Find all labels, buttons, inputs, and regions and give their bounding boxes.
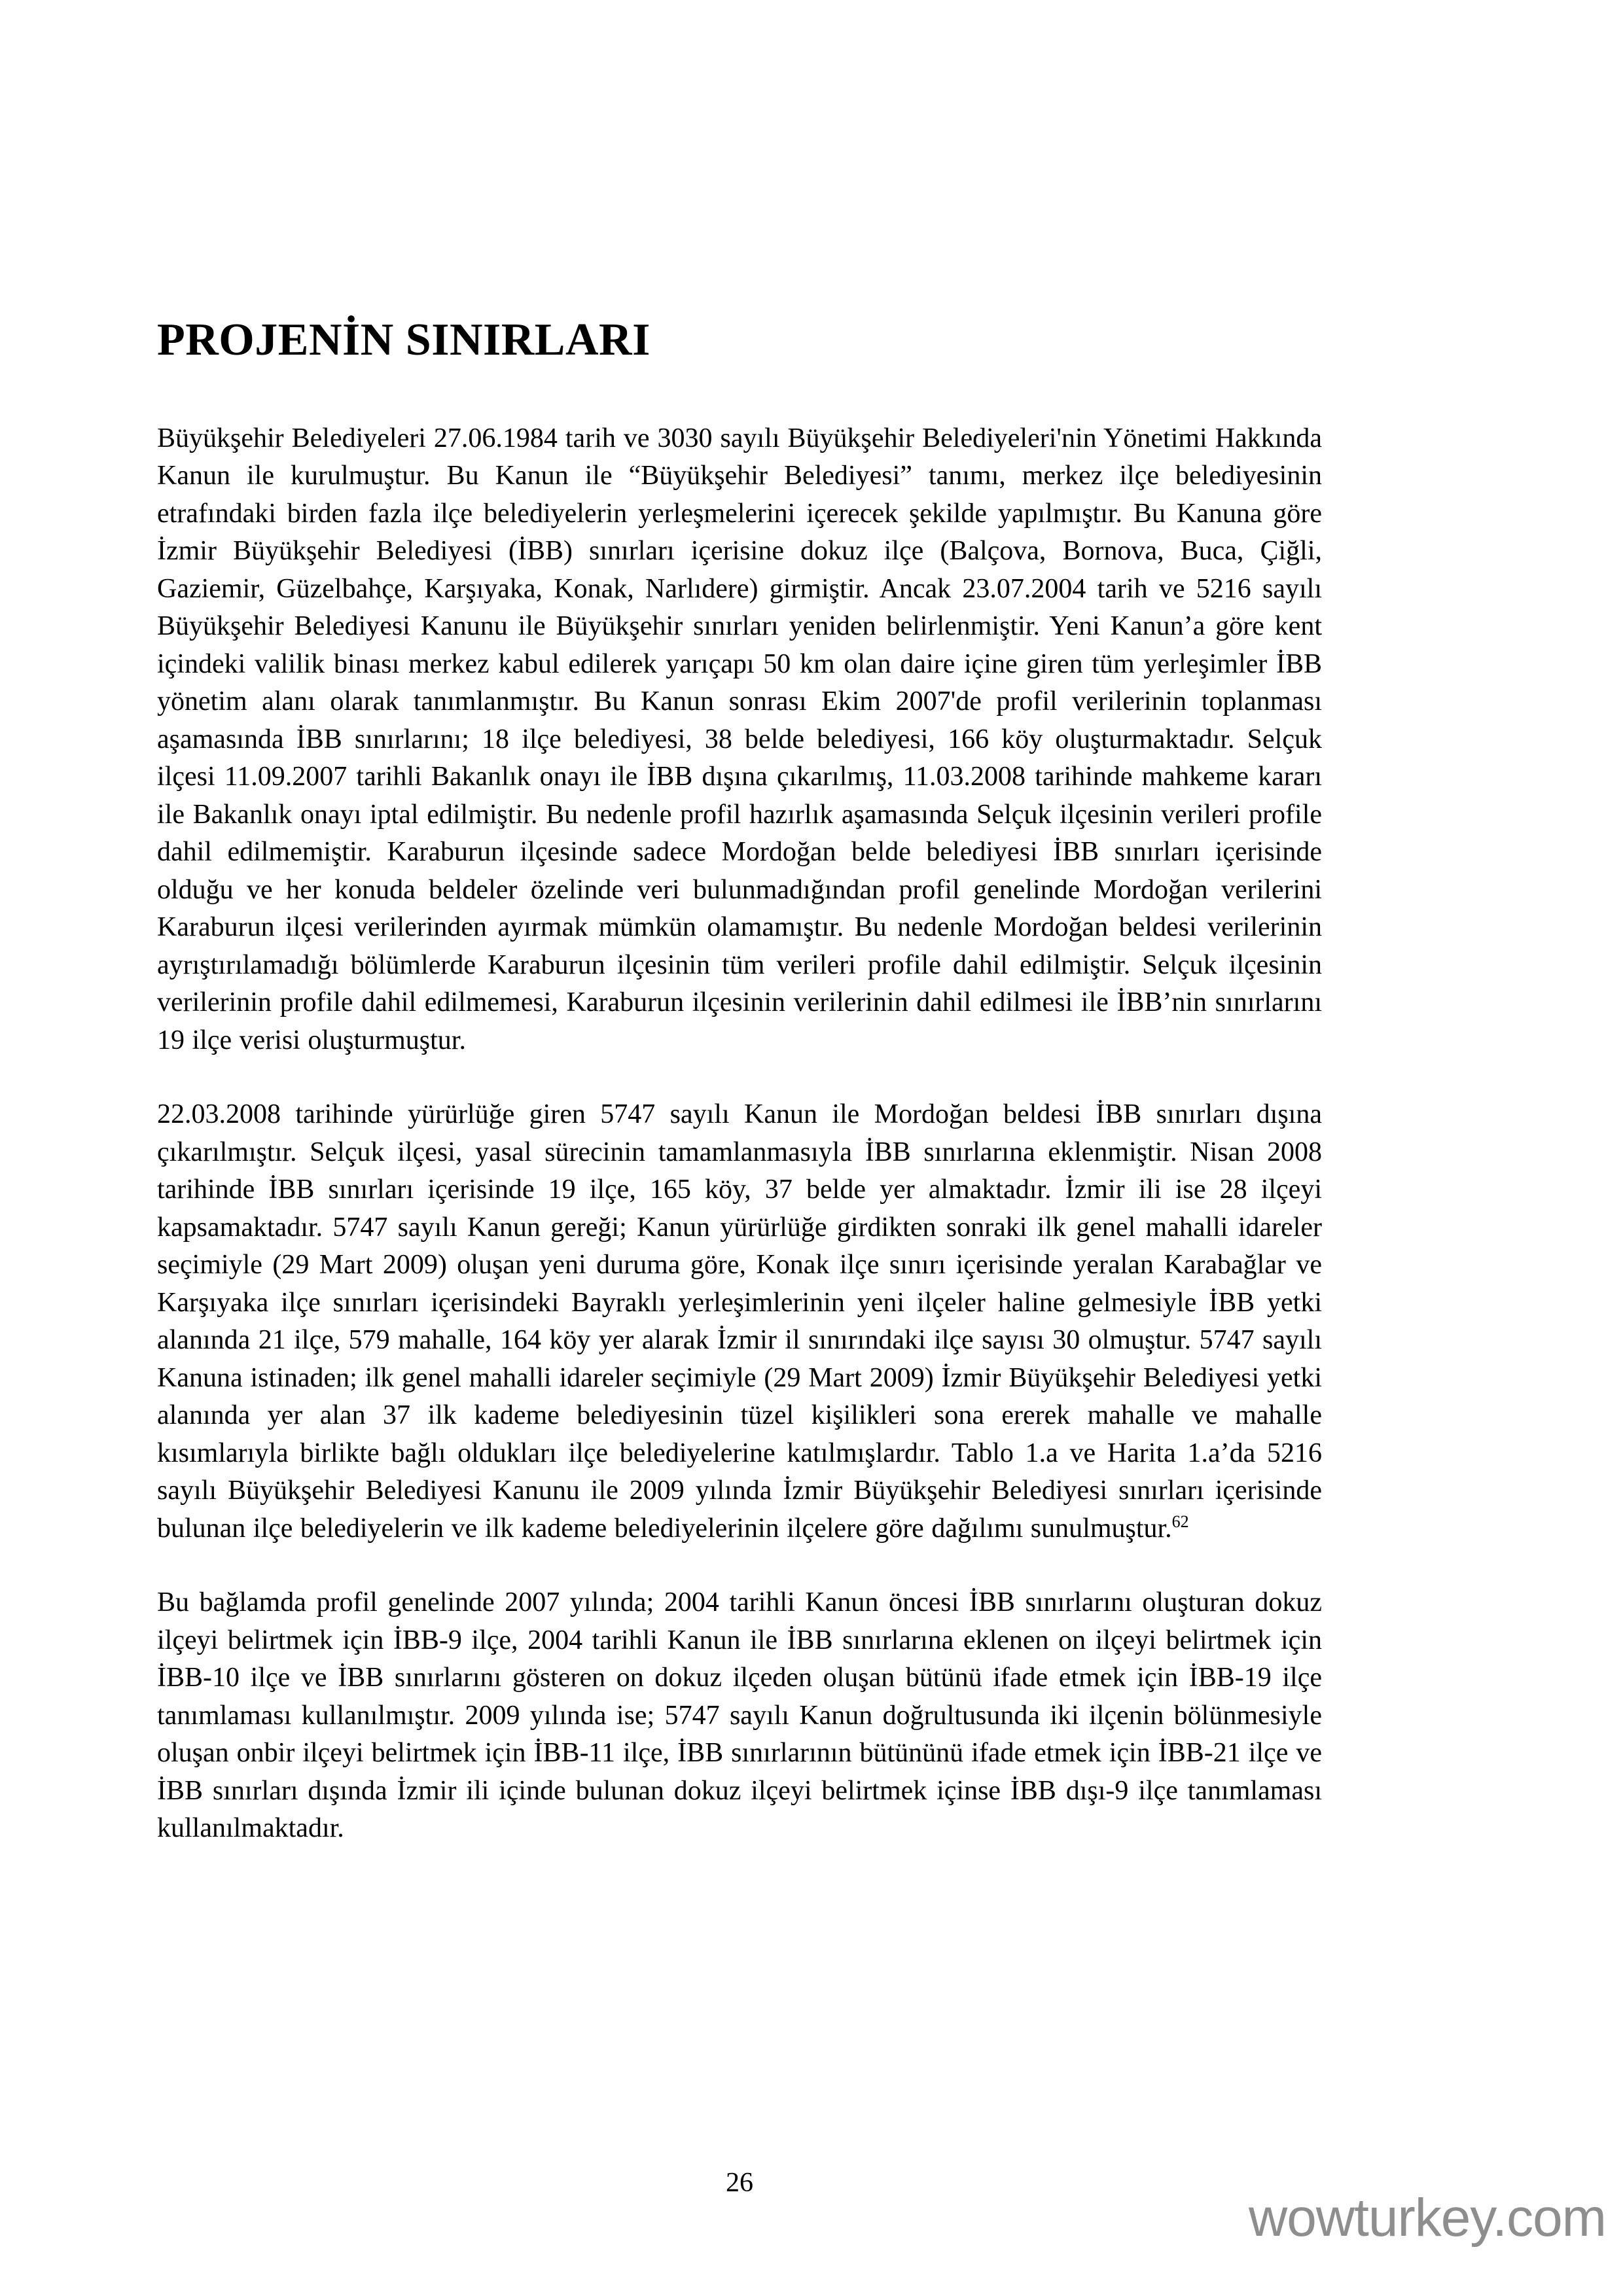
paragraph-1: Büyükşehir Belediyeleri 27.06.1984 tarih ve 3030 sayılı Büyükşehir Belediyeleri'nin Yönetimi Hakkında Kanun ile kurulmuştur. Bu Kanun ile “Büyükşehir Belediyesi” tanımı, merkez ilçe belediyesinin etrafındaki birden fazla ilçe belediyelerin yerleşmelerini içerecek şekilde yapılmıştır. Bu Kanuna göre İzmir Büyükşehir Belediyesi (İBB) sınırları içerisine dokuz ilçe (Balçova, Bornova, Buca, Çiğli, Gaziemir, Güzelbahçe, Karşıyaka, Konak, Narlıdere) girmiştir. Ancak 23.07.2004 tarih ve 5216 sayılı Büyükşehir Belediyesi Kanunu ile Büyükşehir sınırları yeniden belirlenmiştir. Yeni Kanun’a göre kent içindeki valilik binası merkez kabul edilerek yarıçapı 50 km olan daire içine giren tüm yerleşimler İBB yönetim alanı olarak tanımlanmıştır. Bu Kanun sonrası Ekim 2007'de profil verilerinin toplanması aşamasında İBB sınırlarını; 18 ilçe belediyesi, 38 belde belediyesi, 166 köy oluşturmaktadır. Selçuk ilçesi 11.09.2007 tarihli Bakanlık onayı ile İBB dışına çıkarılmış, 11.03.2008 tarihinde mahkeme kararı ile Bakanlık onayı iptal edilmiştir. Bu nedenle profil hazırlık aşamasında Selçuk ilçesinin verileri profile dahil edilmemiştir. Karaburun ilçesinde sadece Mordoğan belde belediyesi İBB sınırları içerisinde olduğu ve her konuda beldeler özelinde veri bulunmadığından profil genelinde Mordoğan verilerini Karaburun ilçesi verilerinden ayırmak mümkün olamamıştır. Bu nedenle Mordoğan beldesi verilerinin ayrıştırılamadığı bölümlerde Karaburun ilçesinin tüm verileri profile dahil edilmiştir. Selçuk ilçesinin verilerinin profile dahil edilmemesi, Karaburun ilçesinin verilerinin dahil edilmesi ile İBB’nin sınırlarını 19 ilçe verisi oluşturmuştur.: [157, 423, 1322, 1055]
page-number: 26: [726, 2168, 753, 2198]
watermark: wowturkey.com: [1249, 2188, 1606, 2248]
footnote-marker: 62: [1171, 1511, 1189, 1531]
page-content: [157, 315, 1322, 1848]
paragraph-2: [157, 1096, 1322, 1547]
paragraph-3: Bu bağlamda profil genelinde 2007 yılında; 2004 tarihli Kanun öncesi İBB sınırlarını oluşturan dokuz ilçeyi belirtmek için İBB-9 ilçe, 2004 tarihli Kanun ile İBB sınırlarına eklenen on ilçeyi belirtmek için İBB-10 ilçe ve İBB sınırlarını gösteren on dokuz ilçeden oluşan bütünü ifade etmek için İBB-19 ilçe tanımlaması kullanılmıştır. 2009 yılında ise; 5747 sayılı Kanun doğrultusunda iki ilçenin bölünmesiyle oluşan onbir ilçeyi belirtmek için İBB-11 ilçe, İBB sınırlarının bütününü ifade etmek için İBB-21 ilçe ve İBB sınırları dışında İzmir ili içinde bulunan dokuz ilçeyi belirtmek içinse İBB dışı-9 ilçe tanımlaması kullanılmaktadır.: [157, 1587, 1322, 1844]
page-title: PROJENİN SINIRLARI: [157, 315, 651, 365]
paragraph-2-text: 22.03.2008 tarihinde yürürlüğe giren 5747 sayılı Kanun ile Mordoğan beldesi İBB sınırları dışına çıkarılmıştır. Selçuk ilçesi, yasal sürecinin tamamlanmasıyla İBB sınırlarına eklenmiştir. Nisan 2008 tarihinde İBB sınırları içerisinde 19 ilçe, 165 köy, 37 belde yer almaktadır. İzmir ili ise 28 ilçeyi kapsamaktadır. 5747 sayılı Kanun gereği; Kanun yürürlüğe girdikten sonraki ilk genel mahalli idareler seçimiyle (29 Mart 2009) oluşan yeni duruma göre, Konak ilçe sınırı içerisinde yeralan Karabağlar ve Karşıyaka ilçe sınırları içerisindeki Bayraklı yerleşimlerinin yeni ilçeler haline gelmesiyle İBB yetki alanında 21 ilçe, 579 mahalle, 164 köy yer alarak İzmir il sınırındaki ilçe sayısı 30 olmuştur. 5747 sayılı Kanuna istinaden; ilk genel mahalli idareler seçimiyle (29 Mart 2009) İzmir Büyükşehir Belediyesi yetki alanında yer alan 37 ilk kademe belediyesinin tüzel kişilikleri sona ererek mahalle ve mahalle kısımlarıyla birlikte bağlı oldukları ilçe belediyelerine katılmışlardır. Tablo 1.a ve Harita 1.a’da 5216 sayılı Büyükşehir Belediyesi Kanunu ile 2009 yılında İzmir Büyükşehir Belediyesi sınırları içerisinde bulunan ilçe belediyelerin ve ilk kademe belediyelerinin ilçelere göre dağılımı sunulmuştur.: [157, 1099, 1322, 1544]
